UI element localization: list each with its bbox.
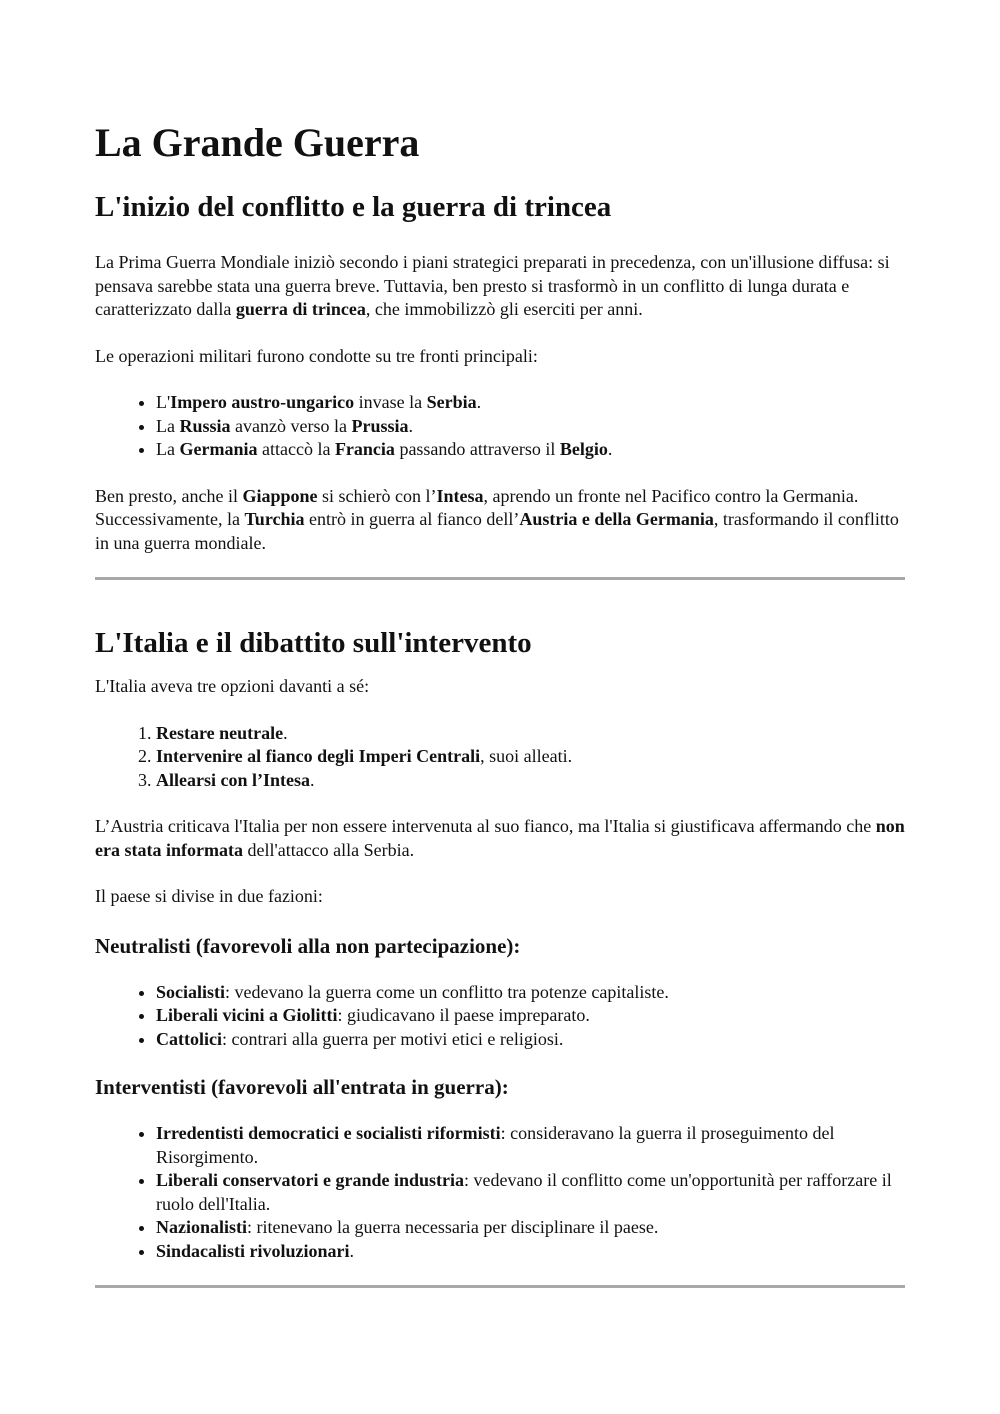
list-item: • Sindacalisti rivoluzionari. bbox=[156, 1240, 905, 1264]
section-1-paragraph-2: Le operazioni militari furono condotte su tre fronti principali: bbox=[95, 345, 538, 366]
list-item: • La Russia avanzò verso la Prussia. bbox=[156, 415, 905, 439]
list-item: 3. Allearsi con l’Intesa. bbox=[156, 769, 905, 793]
document-title: La Grande Guerra bbox=[95, 120, 420, 165]
list-item: • Nazionalisti: ritenevano la guerra necessaria per disciplinare il paese. bbox=[156, 1216, 905, 1240]
list-item: • Liberali conservatori e grande industria: vedevano il conflitto come un'opportunità per rafforzare il ruolo dell'Italia. bbox=[156, 1169, 905, 1216]
list-item: • La Germania attaccò la Francia passando attraverso il Belgio. bbox=[156, 438, 905, 462]
section-divider bbox=[95, 1285, 905, 1288]
neutralisti-heading: Neutralisti (favorevoli alla non partecipazione): bbox=[95, 933, 521, 958]
fronts-list bbox=[95, 391, 905, 462]
neutralisti-list bbox=[95, 981, 905, 1052]
interventisti-list bbox=[95, 1122, 905, 1263]
section-1-heading: L'inizio del conflitto e la guerra di trincea bbox=[95, 191, 612, 223]
interventisti-heading: Interventisti (favorevoli all'entrata in guerra): bbox=[95, 1075, 509, 1099]
list-item: 1. Restare neutrale. bbox=[156, 722, 905, 746]
list-item: 2. Intervenire al fianco degli Imperi Centrali, suoi alleati. bbox=[156, 745, 905, 769]
list-item: • L'Impero austro-ungarico invase la Serbia. bbox=[156, 391, 905, 415]
section-2-paragraph-1: L'Italia aveva tre opzioni davanti a sé: bbox=[95, 676, 370, 696]
list-item: • Socialisti: vedevano la guerra come un conflitto tra potenze capitaliste. bbox=[156, 981, 905, 1005]
section-1-paragraph-3: Ben presto, anche il Giappone si schierò con l’Intesa, aprendo un fronte nel Pacifico contro la Germania. Successivamente, la Turchia entrò in guerra al fianco dell’Austria e della Germania, trasformando il conflitto in una guerra mondiale. bbox=[95, 485, 899, 553]
section-1-paragraph-1: La Prima Guerra Mondiale iniziò secondo i piani strategici preparati in precedenza, con un'illusione diffusa: si pensava sarebbe stata una guerra breve. Tuttavia, ben presto si trasformò in un conflitto di lunga durata e caratterizzato dalla guerra di trincea, che immobilizzò gli eserciti per anni. bbox=[95, 252, 890, 319]
section-2-heading: L'Italia e il dibattito sull'intervento bbox=[95, 627, 532, 659]
document-page bbox=[95, 118, 905, 1288]
section-2-paragraph-2: L’Austria criticava l'Italia per non essere intervenuta al suo fianco, ma l'Italia si giustificava affermando che non era stata informata dell'attacco alla Serbia. bbox=[95, 816, 905, 860]
list-item: • Irredentisti democratici e socialisti riformisti: consideravano la guerra il proseguimento del Risorgimento. bbox=[156, 1122, 905, 1169]
options-list bbox=[95, 722, 905, 793]
list-item: • Liberali vicini a Giolitti: giudicavano il paese impreparato. bbox=[156, 1004, 905, 1028]
list-item: • Cattolici: contrari alla guerra per motivi etici e religiosi. bbox=[156, 1028, 905, 1052]
section-2-paragraph-3: Il paese si divise in due fazioni: bbox=[95, 886, 323, 906]
section-divider bbox=[95, 577, 905, 580]
